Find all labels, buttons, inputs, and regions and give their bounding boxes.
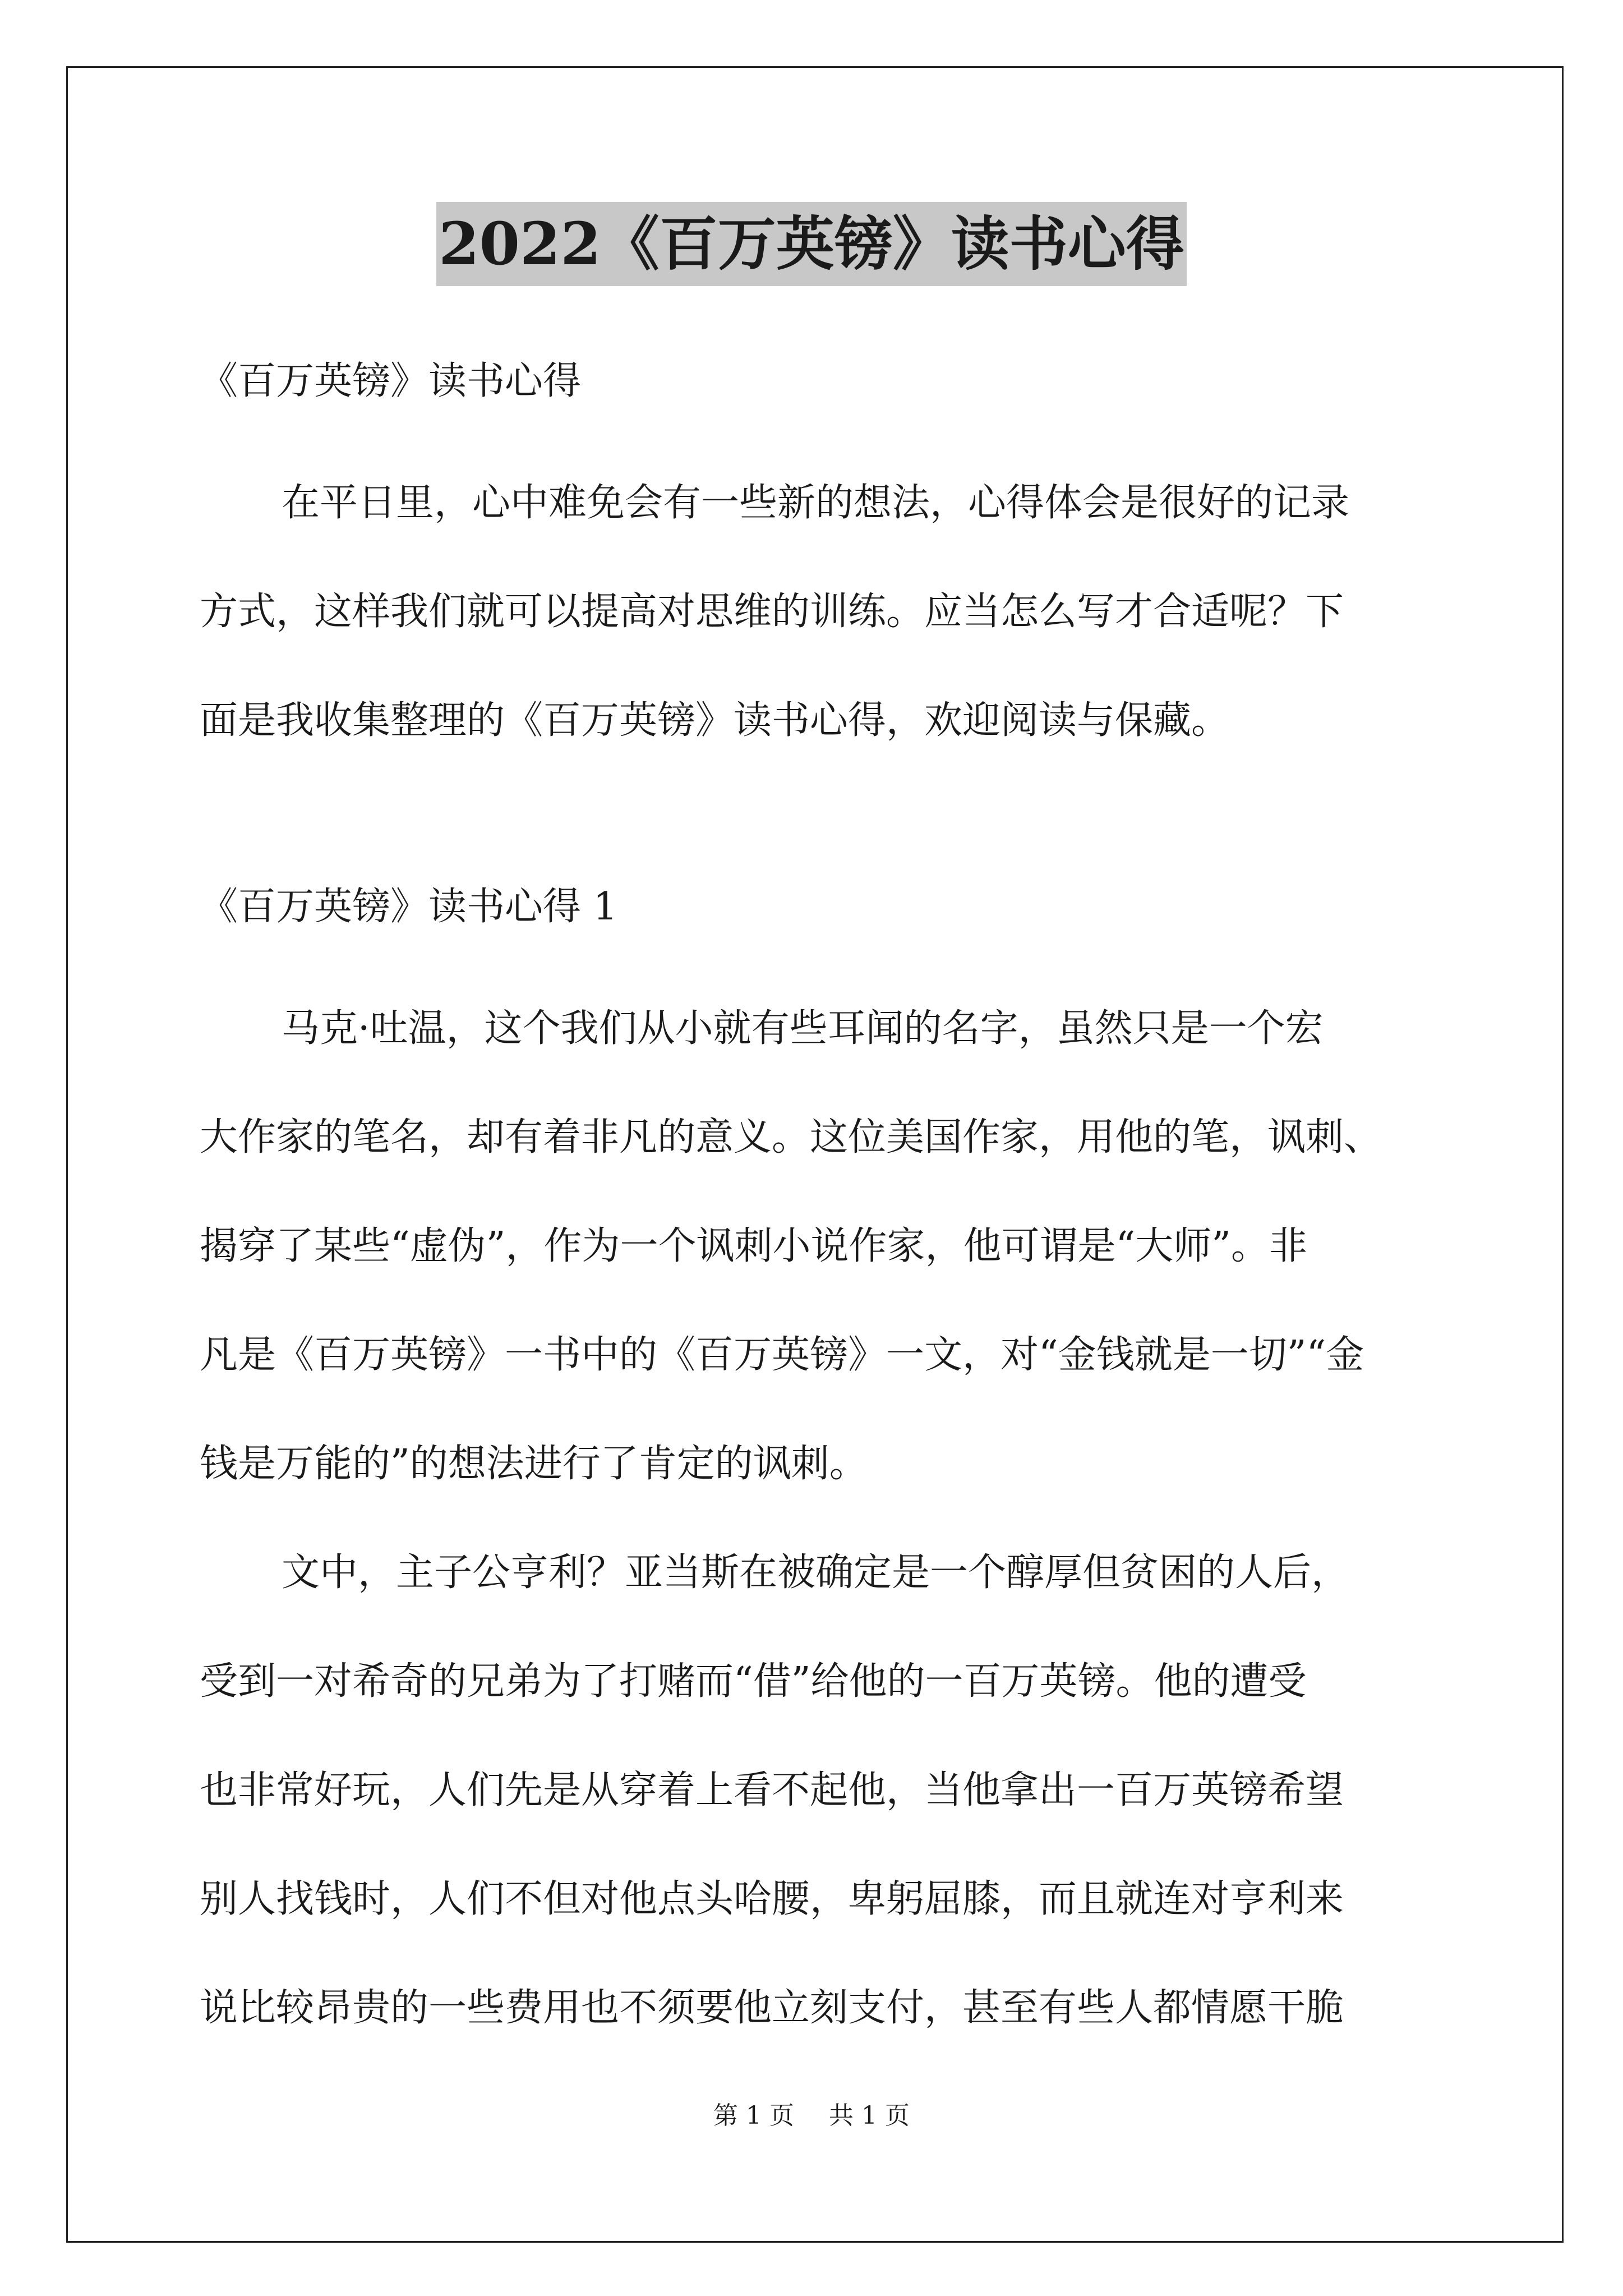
- paragraph-line: 在平日里，心中难免会有一些新的想法，心得体会是很好的记录: [282, 481, 1350, 525]
- page-footer: [0, 2099, 1623, 2133]
- document-body: [200, 348, 1433, 2063]
- paragraph-line: 说比较昂贵的一些费用也不须要他立刻支付，甚至有些人都情愿干脆: [200, 1986, 1344, 2030]
- page-total: 共 1 页: [829, 2101, 910, 2130]
- section-heading-1: 《百万英镑》读书心得 1: [200, 885, 617, 929]
- paragraph-line: 大作家的笔名，却有着非凡的意义。这位美国作家，用他的笔，讽刺、: [200, 1115, 1382, 1159]
- body-paragraph-1: [200, 974, 1433, 1519]
- section-heading: 《百万英镑》读书心得: [200, 359, 582, 403]
- intro-paragraph: [200, 449, 1433, 775]
- paragraph-line: 钱是万能的”的想法进行了肯定的讽刺。: [200, 1442, 868, 1486]
- page-number: 第 1 页: [713, 2101, 794, 2130]
- paragraph-line: 方式，这样我们就可以提高对思维的训练。应当怎么写才合适呢？下: [200, 590, 1344, 634]
- paragraph-line: 马克·吐温，这个我们从小就有些耳闻的名字，虽然只是一个宏: [282, 1006, 1324, 1051]
- paragraph-line: 受到一对希奇的兄弟为了打赌而“借”给他的一百万英镑。他的遭受: [200, 1659, 1307, 1704]
- body-paragraph-2: [200, 1519, 1433, 2063]
- paragraph-line: 揭穿了某些“虚伪”，作为一个讽刺小说作家，他可谓是“大师”。非: [200, 1224, 1308, 1268]
- paragraph-line: 别人找钱时，人们不但对他点头哈腰，卑躬屈膝，而且就连对亨利来: [200, 1877, 1344, 1921]
- title-container: [0, 202, 1623, 286]
- paragraph-line: 凡是《百万英镑》一书中的《百万英镑》一文，对“金钱就是一切”“金: [200, 1333, 1364, 1377]
- document-title: 2022《百万英镑》读书心得: [436, 202, 1186, 286]
- paragraph-line: 也非常好玩，人们先是从穿着上看不起他，当他拿出一百万英镑希望: [200, 1768, 1344, 1812]
- paragraph-line: 面是我收集整理的《百万英镑》读书心得，欢迎阅读与保藏。: [200, 698, 1230, 743]
- paragraph-line: 文中，主子公亨利？亚当斯在被确定是一个醇厚但贫困的人后，: [282, 1550, 1350, 1595]
